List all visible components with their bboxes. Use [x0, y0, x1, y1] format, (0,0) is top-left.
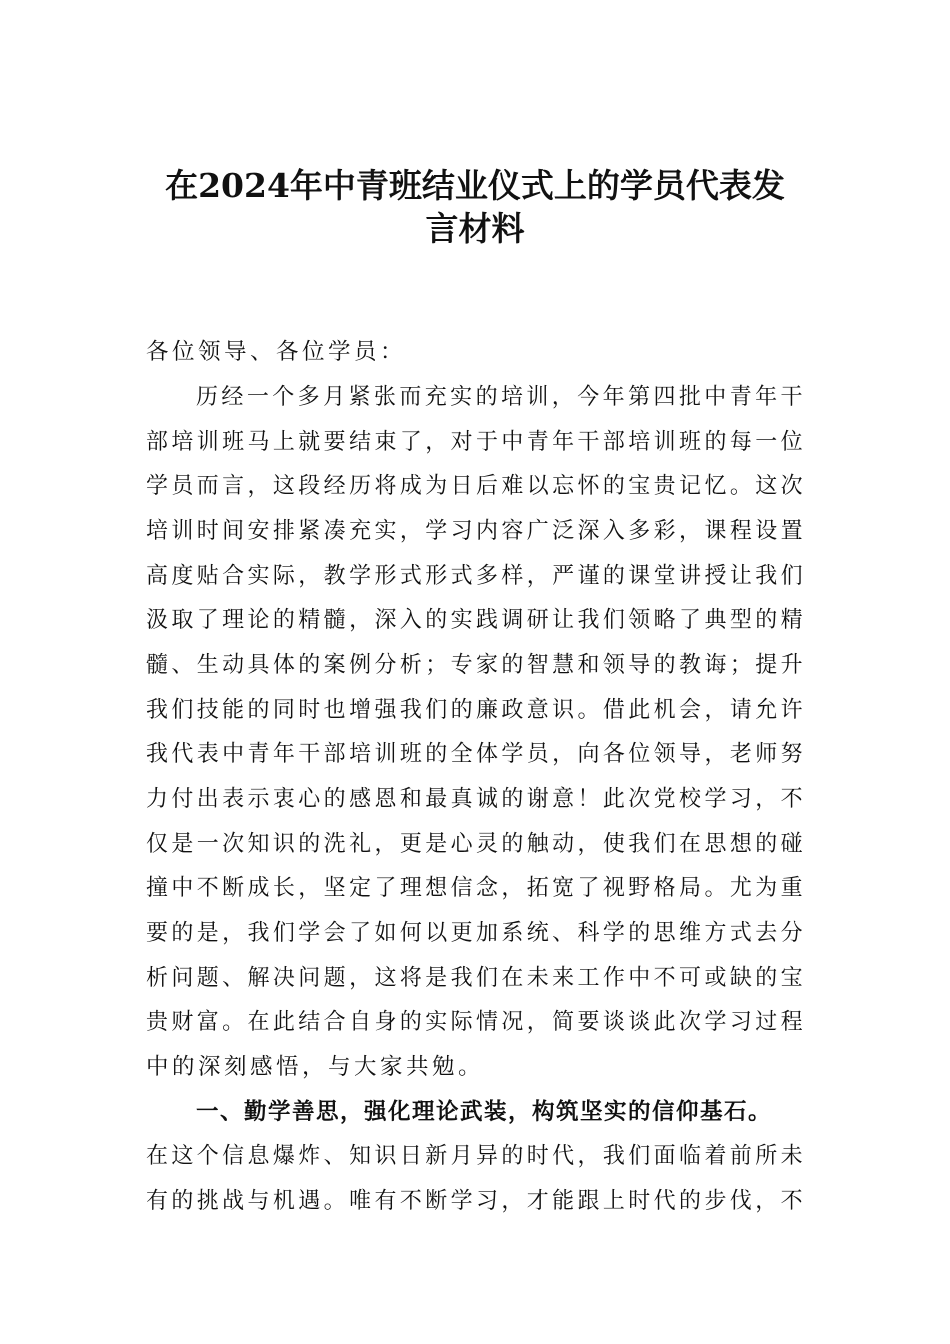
document-title-line-2: 言材料	[425, 209, 525, 248]
salutation: 各位领导、各位学员：	[146, 339, 407, 365]
paragraph-line: 中的深刻感悟，与大家共勉。	[146, 1054, 485, 1080]
paragraph-line: 析问题、解决问题，这将是我们在未来工作中不可或缺的宝	[146, 965, 806, 991]
paragraph-line: 培训时间安排紧凑充实，学习内容广泛深入多彩，课程设置	[146, 518, 806, 544]
paragraph-line: 撞中不断成长，坚定了理想信念，拓宽了视野格局。尤为重	[146, 875, 806, 901]
paragraph-line: 历经一个多月紧张而充实的培训，今年第四批中青年干	[196, 384, 806, 410]
paragraph-line: 部培训班马上就要结束了，对于中青年干部培训班的每一位	[146, 429, 806, 455]
paragraph-line: 我代表中青年干部培训班的全体学员，向各位领导，老师努	[146, 741, 806, 767]
paragraph-line: 学员而言，这段经历将成为日后难以忘怀的宝贵记忆。这次	[146, 473, 806, 499]
paragraph-line: 贵财富。在此结合自身的实际情况，简要谈谈此次学习过程	[146, 1009, 806, 1035]
paragraph-line: 髓、生动具体的案例分析；专家的智慧和领导的教诲；提升	[146, 652, 806, 678]
paragraph-line: 仅是一次知识的洗礼，更是心灵的触动，使我们在思想的碰	[146, 831, 806, 857]
paragraph-line: 有的挑战与机遇。唯有不断学习，才能跟上时代的步伐，不	[146, 1188, 806, 1214]
paragraph-line: 汲取了理论的精髓，深入的实践调研让我们领略了典型的精	[146, 607, 806, 633]
paragraph-line: 高度贴合实际，教学形式形式多样，严谨的课堂讲授让我们	[146, 563, 806, 589]
section-heading: 一、勤学善思，强化理论武装，构筑坚实的信仰基石。	[196, 1099, 773, 1125]
document-title-line-1: 在2024年中青班结业仪式上的学员代表发	[165, 166, 785, 205]
paragraph-line: 在这个信息爆炸、知识日新月异的时代，我们面临着前所未	[146, 1143, 806, 1169]
paragraph-line: 要的是，我们学会了如何以更加系统、科学的思维方式去分	[146, 920, 806, 946]
paragraph-line: 力付出表示衷心的感恩和最真诚的谢意！此次党校学习，不	[146, 786, 806, 812]
paragraph-line: 我们技能的同时也增强我们的廉政意识。借此机会，请允许	[146, 697, 806, 723]
